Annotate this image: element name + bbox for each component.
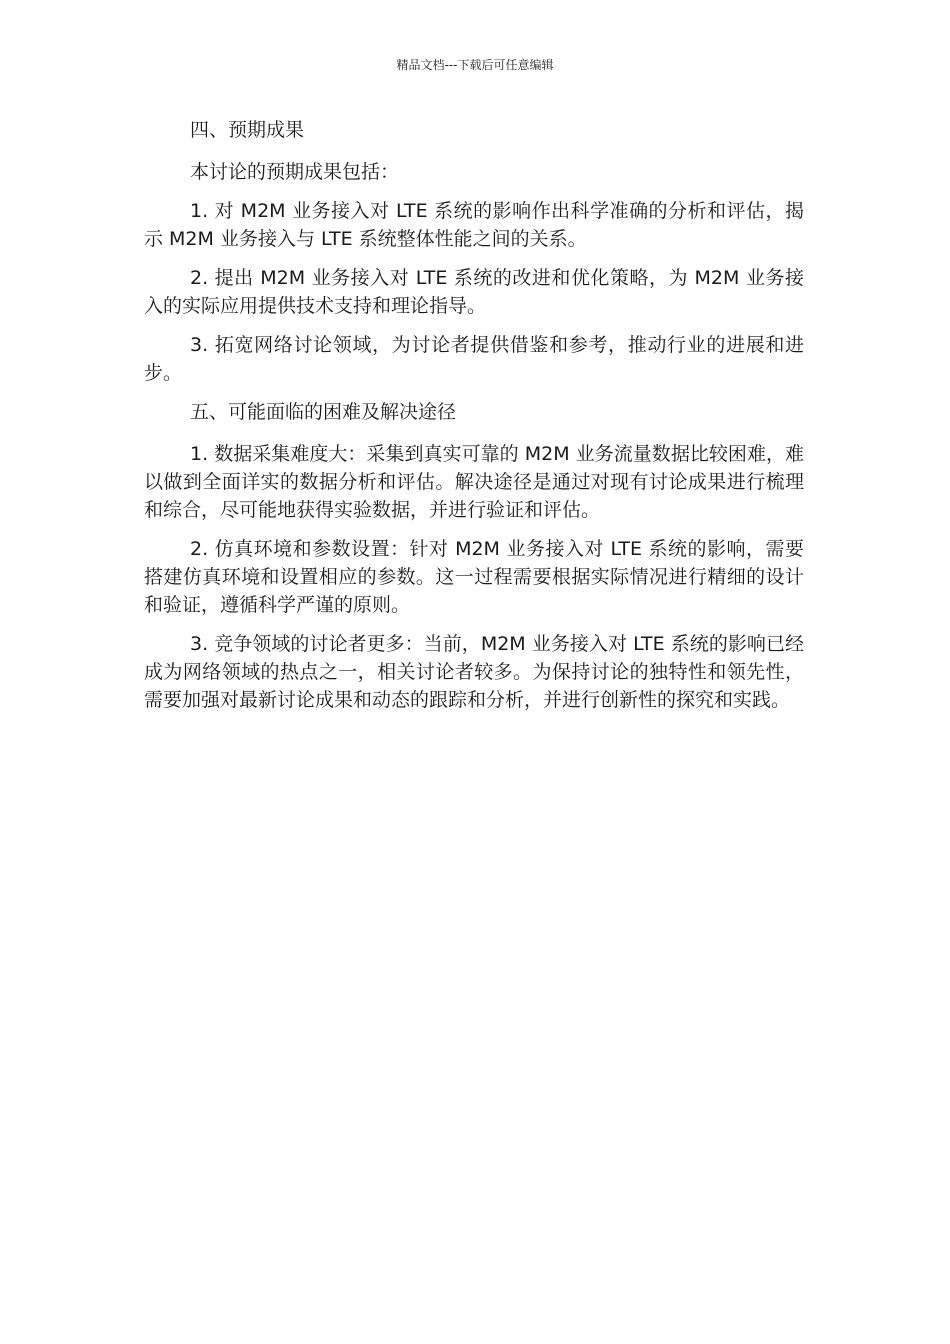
paragraph-result-1: 1. 对 M2M 业务接入对 LTE 系统的影响作出科学准确的分析和评估，揭示 M2M 业务接入与 LTE 系统整体性能之间的关系。: [144, 200, 804, 250]
paragraph-result-3: 3. 拓宽网络讨论领域，为讨论者提供借鉴和参考，推动行业的进展和进步。: [144, 334, 804, 384]
paragraph-result-2: 2. 提出 M2M 业务接入对 LTE 系统的改进和优化策略，为 M2M 业务接入的实际应用提供技术支持和理论指导。: [144, 267, 804, 317]
paragraph-difficulty-2: 2. 仿真环境和参数设置：针对 M2M 业务接入对 LTE 系统的影响，需要搭建仿真环境和设置相应的参数。这一过程需要根据实际情况进行精细的设计和验证，遵循科学严谨的原则。: [144, 538, 804, 616]
paragraph-intro: 本讨论的预期成果包括：: [190, 161, 400, 183]
page-header: 精品文档---下载后可任意编辑: [396, 58, 554, 72]
paragraph-difficulty-3: 3. 竞争领域的讨论者更多：当前，M2M 业务接入对 LTE 系统的影响已经成为网络领域的热点之一，相关讨论者较多。为保持讨论的独特性和领先性，需要加强对最新讨论成果和动态的跟踪和分析，并进行创新性的探究和实践。: [144, 633, 804, 711]
section-heading-difficulties: 五、可能面临的困难及解决途径: [190, 401, 457, 423]
paragraph-difficulty-1: 1. 数据采集难度大：采集到真实可靠的 M2M 业务流量数据比较困难，难以做到全面详实的数据分析和评估。解决途径是通过对现有讨论成果进行梳理和综合，尽可能地获得实验数据，并进行验证和评估。: [144, 443, 804, 521]
document-body: [144, 116, 804, 725]
section-heading-expected-results: 四、预期成果: [190, 119, 305, 141]
